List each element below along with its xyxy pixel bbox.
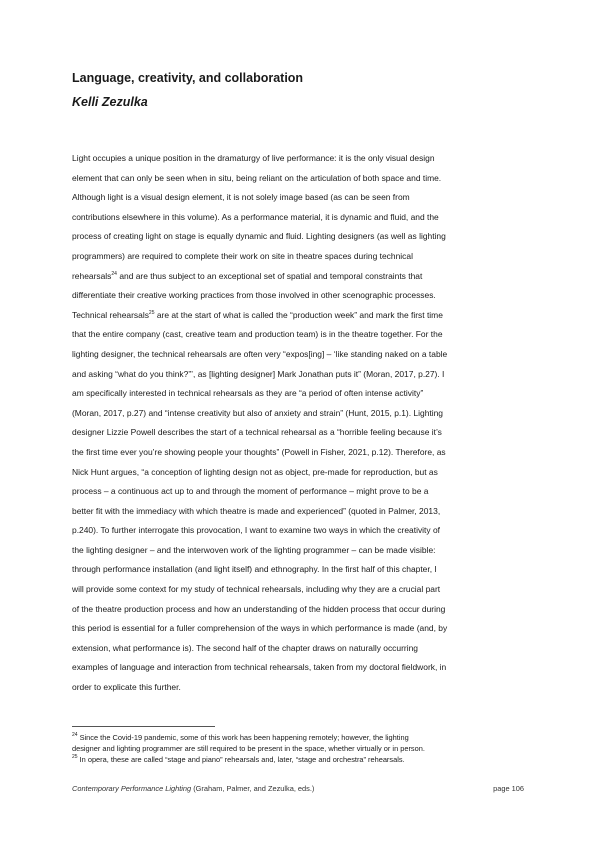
body-text-segment: element that can only be seen when in situ, being reliant on the articulation of both space and time.	[72, 172, 442, 183]
body-text-segment: and are thus subject to an exceptional set of spatial and temporal constraints that	[116, 270, 423, 281]
footnote-line	[72, 732, 524, 743]
footer-citation	[72, 784, 314, 793]
body-line	[72, 404, 524, 424]
body-line	[72, 502, 524, 522]
body-line	[72, 208, 524, 228]
body-paragraph	[72, 149, 524, 698]
body-line	[72, 149, 524, 169]
footnote-marker: 24	[111, 270, 117, 277]
chapter-author: Kelli Zezulka	[72, 95, 148, 109]
body-text-segment: extension, what performance is). The second half of the chapter draws on naturally occurring	[72, 642, 418, 653]
body-line	[72, 463, 524, 483]
body-line	[72, 443, 524, 463]
footnote-number: 25	[72, 754, 78, 761]
page-number: page 106	[493, 784, 524, 793]
body-line	[72, 600, 524, 620]
body-text-segment: rehearsals	[72, 270, 112, 281]
chapter-title: Language, creativity, and collaboration	[72, 71, 304, 85]
footnote-text: designer and lighting programmer are still required to be present in the space, whether virtually or in person.	[72, 744, 425, 754]
body-text-segment: contributions elsewhere in this volume). As a performance material, it is dynamic and fluid, and the	[72, 211, 439, 222]
body-text-segment: are at the start of what is called the “production week” and mark the first time	[154, 309, 443, 320]
body-line	[72, 658, 524, 678]
body-line	[72, 325, 524, 345]
body-text-segment: (Moran, 2017, p.27) and “intense creativity but also of anxiety and strain” (Hunt, 2015, p.1). Lighting	[72, 407, 443, 418]
body-line	[72, 639, 524, 659]
body-text-segment: that the entire company (cast, creative team and production team) is in the theatre together. For the	[72, 329, 443, 340]
body-text-segment: Light occupies a unique position in the dramaturgy of live performance: it is the only visual design	[72, 153, 435, 163]
body-text-segment: through performance installation (and light itself) and ethnography. In the first half of this chapter, I	[72, 564, 437, 575]
body-line	[72, 345, 524, 365]
body-text-segment: designer Lizzie Powell describes the start of a technical rehearsal as a “horrible feeling because it’s	[72, 427, 442, 438]
body-text-segment: programmers) are required to complete their work on site in theatre spaces during technical	[72, 250, 413, 261]
body-text-segment: lighting designer, the technical rehearsals are often very “expos[ing] – ‘like standing naked on a table	[72, 348, 448, 359]
body-line	[72, 482, 524, 502]
body-line	[72, 580, 524, 600]
body-text-segment: and asking “what do you think?”’, as [lighting designer] Mark Jonathan puts it” (Moran, 2017, p.27). I	[72, 368, 445, 379]
footer-book-title: Contemporary Performance Lighting	[72, 784, 192, 793]
body-line	[72, 286, 524, 306]
body-line	[72, 619, 524, 639]
body-line	[72, 267, 524, 287]
body-text-segment: am specifically interested in technical rehearsals as they are “a period of often intense activity”	[72, 388, 424, 399]
body-text-segment: Technical rehearsals	[72, 309, 149, 320]
body-line	[72, 384, 524, 404]
footnote-line	[72, 743, 524, 754]
body-line	[72, 560, 524, 580]
body-line	[72, 306, 524, 326]
body-line	[72, 188, 524, 208]
body-text-segment: Although light is a visual design element, it is not solely image based (as can be seen from	[72, 192, 410, 203]
body-text-segment: the lighting designer – and the interwoven work of the lighting programmer – can be made visible:	[72, 544, 436, 555]
footnote-line	[72, 754, 524, 765]
body-text-segment: of the theatre production process and how an understanding of the hidden process that occur during	[72, 603, 446, 614]
body-line	[72, 169, 524, 189]
body-text-segment: examples of language and interaction from technical rehearsals, taken from my doctoral fieldwork, in	[72, 662, 447, 673]
body-line	[72, 227, 524, 247]
body-line	[72, 521, 524, 541]
footnotes	[72, 732, 524, 766]
body-line	[72, 365, 524, 385]
body-line	[72, 678, 524, 698]
body-text-segment: differentiate their creative working practices from those involved in other scenographic processes.	[72, 290, 436, 301]
body-line	[72, 541, 524, 561]
body-text-segment: this period is essential for a fuller comprehension of the ways in which performance is made (and, by	[72, 623, 448, 634]
body-line	[72, 247, 524, 267]
footnote-marker: 25	[148, 309, 155, 316]
body-text-segment: Nick Hunt argues, “a conception of lighting design not as object, pre-made for reproduction, but as	[72, 466, 438, 477]
body-text-segment: better fit with the immediacy with which theatre is made and experienced” (quoted in Palmer, 2013,	[72, 505, 441, 516]
body-text-segment: order to explicate this further.	[72, 682, 181, 693]
footnote-number: 24	[72, 732, 78, 738]
footnote-divider	[72, 726, 215, 727]
body-text-segment: process of creating light on stage is equally dynamic and fluid. Lighting designers (as well as lighting	[72, 231, 446, 242]
body-text-segment: p.240). To further interrogate this provocation, I want to examine two ways in which the creativity of	[72, 525, 440, 536]
body-text-segment: will provide some context for my study of technical rehearsals, including why they are a crucial part	[72, 584, 441, 595]
body-text-segment: the first time ever you’re showing people your thoughts” (Powell in Fisher, 2021, p.12). Therefore, as	[72, 446, 446, 457]
footnote-text: In opera, these are called “stage and piano” rehearsals and, later, “stage and orchestra” rehearsals.	[77, 755, 405, 765]
footer-editors: (Graham, Palmer, and Zezulka, eds.)	[191, 784, 315, 793]
body-text-segment: process – a continuous act up to and through the moment of performance – might prove to be a	[72, 486, 429, 497]
body-line	[72, 423, 524, 443]
footnote-text: Since the Covid-19 pandemic, some of this work has been happening remotely; however, the lighting	[77, 733, 409, 742]
